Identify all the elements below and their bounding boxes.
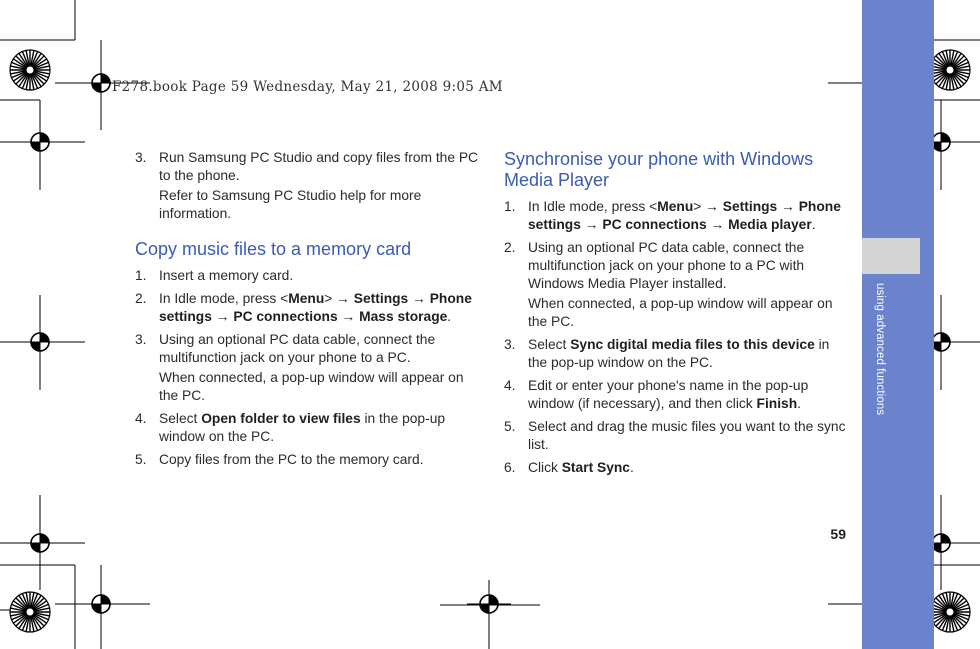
text-run: Click (528, 460, 562, 475)
ui-option-label: Sync digital media files to this device (570, 337, 815, 352)
step-number: 3. (135, 332, 147, 347)
list-item (504, 239, 849, 331)
text-run: Select (159, 411, 202, 426)
menu-path-settings: Settings (353, 291, 409, 306)
menu-path-settings: Settings (722, 199, 778, 214)
arrow-separator: → (211, 309, 234, 324)
step-number: 1. (504, 199, 516, 214)
step-number: 4. (135, 411, 147, 426)
step-text: Insert a memory card. (159, 268, 294, 283)
section-label: using advanced functions (874, 283, 886, 416)
text-run: > → (324, 291, 354, 306)
page-number: 59 (830, 526, 846, 542)
text-run: In Idle mode, press < (159, 291, 289, 306)
right-column (504, 149, 849, 482)
list-item (504, 459, 849, 477)
list-item (135, 149, 480, 223)
text-run: in the pop-up window on the PC. (528, 337, 830, 370)
step-number: 4. (504, 378, 516, 393)
step-note: When connected, a pop-up window will appear on the PC. (528, 296, 833, 329)
arrow-separator: → (777, 199, 799, 214)
arrow-separator: → (706, 217, 729, 232)
step-text: Copy files from the PC to the memory card. (159, 452, 424, 467)
step-number: 2. (135, 291, 147, 306)
menu-path-pc-connections: PC connections (233, 309, 338, 324)
text-run: Edit or enter your phone's name in the pop-up window (if necessary), and then click (528, 378, 809, 411)
menu-path-media-player: Media player (728, 217, 812, 232)
text-run: in the pop-up window on the PC. (159, 411, 446, 444)
menu-path-phone-settings: Phone settings (159, 291, 472, 324)
text-run: . (797, 396, 801, 411)
step-number: 6. (504, 460, 516, 475)
list-item (504, 198, 849, 234)
list-item (135, 410, 480, 446)
list-item (504, 336, 849, 372)
arrow-separator: → (408, 291, 430, 306)
step-note: Refer to Samsung PC Studio help for more information. (159, 188, 422, 221)
list-item (504, 377, 849, 413)
step-text: Run Samsung PC Studio and copy files from the PC to the phone. (159, 150, 479, 183)
text-run: . (629, 460, 634, 475)
step-number: 5. (504, 419, 516, 434)
list-item (135, 267, 480, 285)
arrow-separator: → (337, 309, 360, 324)
section-heading-copy-music: Copy music files to a memory card (135, 239, 412, 259)
step-text (528, 459, 849, 477)
menu-path-pc-connections: PC connections (602, 217, 707, 232)
step-number: 3. (135, 150, 147, 165)
section-heading-sync-wmp: Synchronise your phone with Windows Media Player (504, 149, 814, 190)
text-run: > → (693, 199, 723, 214)
menu-key-label: Menu (657, 199, 694, 214)
list-item (504, 418, 849, 454)
list-item (135, 290, 480, 326)
step-number: 5. (135, 452, 147, 467)
print-header-note: F278.book Page 59 Wednesday, May 21, 2008 9:05 AM (112, 79, 503, 95)
text-run: In Idle mode, press < (528, 199, 658, 214)
menu-key-label: Menu (288, 291, 325, 306)
menu-path-mass-storage: Mass storage (359, 309, 448, 324)
menu-path-phone-settings: Phone settings (528, 199, 841, 232)
ui-button-label: Start Sync (561, 460, 630, 475)
step-number: 3. (504, 337, 516, 352)
step-text (159, 410, 480, 446)
text-run: Select (528, 337, 571, 352)
step-text: Using an optional PC data cable, connect the multifunction jack on your phone to a PC. (159, 332, 436, 365)
step-note: When connected, a pop-up window will appear on the PC. (159, 370, 464, 403)
step-text (528, 198, 849, 234)
list-item (135, 331, 480, 405)
step-text: Using an optional PC data cable, connect the multifunction jack on your phone to a PC with Windows Media Player installed. (528, 240, 805, 291)
step-text (159, 290, 480, 326)
left-column (135, 149, 480, 474)
section-tab-marker (862, 238, 920, 274)
ui-button-label: Finish (756, 396, 798, 411)
arrow-separator: → (580, 217, 603, 232)
step-number: 2. (504, 240, 516, 255)
step-text: Select and drag the music files you want to the sync list. (528, 419, 846, 452)
list-item (135, 451, 480, 469)
ui-option-label: Open folder to view files (201, 411, 361, 426)
step-text (528, 377, 849, 413)
step-text (528, 336, 849, 372)
step-number: 1. (135, 268, 147, 283)
text-run: . (447, 309, 452, 324)
text-run: . (811, 217, 816, 232)
